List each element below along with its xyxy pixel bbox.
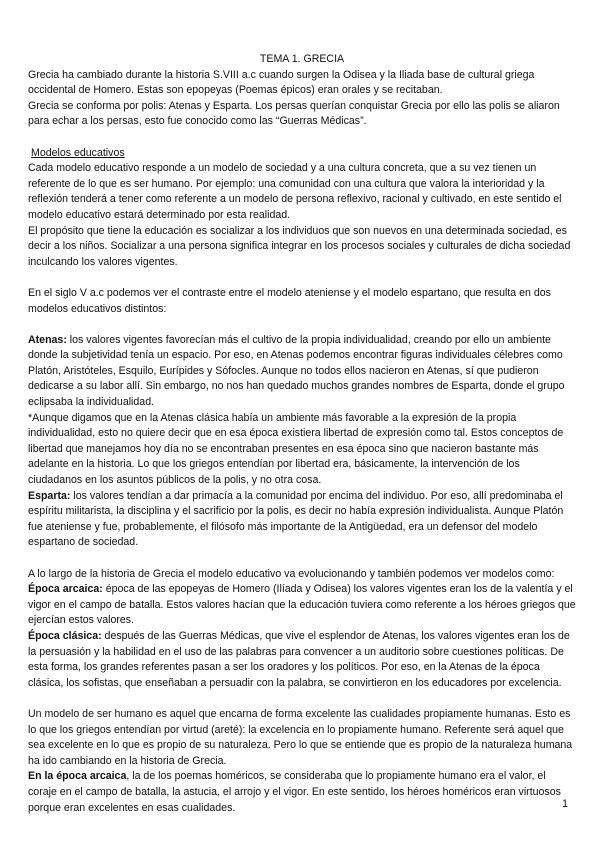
atenas-text: los valores vigentes favorecían más el cultivo de la propia individualidad, creando por ello un ambiente donde la subjetividad tenía un espacio. Por eso, en Atenas podemos encontrar figuras individuales célebres como Platón, Aristóteles, Esquilo, Eurípides y Sófocles. Aunque no todos ellos nacieron en Atenas, sí que pudieron dedicarse a su labor allí. Sin embargo, no nos han quedado muchos grandes nombres de Esparta, donde el grupo eclipsaba la individualidad. <box>28 333 565 409</box>
arcaica-virtue-paragraph <box>28 769 576 816</box>
arcaica-virtue-label: En la época arcaica <box>28 770 127 783</box>
arcaica-paragraph <box>28 582 576 629</box>
arcaica-virtue-text: , la de los poemas homéricos, se consideraba que lo propiamente humano era el valor, el coraje en el campo de batalla, la astucia, el arrojo y el vigor. En este sentido, los héroes homéricos eran virtuosos porque eran excelentes en esas cualidades. <box>28 770 561 814</box>
page-title: TEMA 1. GRECIA <box>259 53 345 65</box>
arcaica-label: Época arcaica: <box>28 583 103 596</box>
esparta-text: los valores tendían a dar primacía a la comunidad por encima del individuo. Por eso, allí predominaba el espíritu militarista, la disciplina y el sacrificio por la polis, es decir no había expresión individualista. Aunque Platón fue ateniense y fue, probablemente, el filósofo más importante de la Antigüedad, era un defensor del modelo espartano de sociedad. <box>28 489 564 549</box>
clasica-paragraph <box>28 629 576 691</box>
models-paragraph-2: El propósito que tiene la educación es socializar a los individuos que son nuevos en una determinada sociedad, es decir a los niños. Socializar a una persona significa integrar en los procesos sociales y culturales de dicha sociedad inculcando los valores vigentes. <box>28 224 571 268</box>
clasica-label: Época clásica: <box>28 629 102 642</box>
atenas-label: Atenas: <box>28 333 67 346</box>
clasica-text: después de las Guerras Médicas, que vive el esplendor de Atenas, los valores vigentes eran los de la persuasión y la habilidad en el uso de las palabras para convencer a un auditorio sobre cuestiones políticas. De esta forma, los grandes referentes pasan a ser los oradores y los políticos. Por eso, en la Atenas de la época clásica, los sofistas, que enseñaban a persuadir con la palabra, se convirtieron en los educadores por excelencia. <box>28 629 570 689</box>
intro-paragraph-1: Grecia ha cambiado durante la historia S.VIII a.c cuando surgen la Odisea y la Iliada base de cultural griega occidental de Homero. Estas son epopeyas (Poemas épicos) eran orales y se recitaban. <box>28 68 535 97</box>
atenas-paragraph <box>28 333 576 411</box>
intro-paragraph-2: Grecia se conforma por polis: Atenas y Esparta. Los persas querían conquistar Grecia por ello las polis se aliaron para echar a los persas, esto fue conocido como las “Guerras Médicas”. <box>28 99 560 128</box>
models-paragraph-1: Cada modelo educativo responde a un modelo de sociedad y a una cultura concreta, que a su vez tienen un referente de lo que es ser humano. Por ejemplo: una comunidad con una cultura que valora la interioridad y la reflexión tenderá a tener como referente a un modelo de persona reflexivo, racional y cultivado, en este sentido el modelo educativo estará determinado por esta realidad. <box>28 162 562 221</box>
document-body <box>28 52 576 816</box>
page-number: 1 <box>562 798 568 810</box>
section-heading: Modelos educativos <box>31 146 125 159</box>
atenas-note: *Aunque digamos que en la Atenas clásica había un ambiente más favorable a la expresión de la propia individualidad, esto no quiere decir que en esa época existiera libertad de expresión como tal. Estos conceptos de libertad que manejamos hoy día no se encontraban presentes en esa época sino que nacieron bastante más adelante en la historia. Lo que los griegos entendían por libertad era, básicamente, la intervención de los ciudadanos en los asuntos públicos de la polis, y no otra cosa. <box>28 411 564 487</box>
esparta-paragraph <box>28 489 576 551</box>
esparta-label: Esparta: <box>28 489 71 502</box>
evolution-paragraph: A lo largo de la historia de Grecia el modelo educativo va evolucionando y también podemos ver modelos como: <box>28 567 555 580</box>
virtue-paragraph: Un modelo de ser humano es aquel que encarna de forma excelente las cualidades propiamente humanas. Esto es lo que los griegos entendían por virtud (areté): la excelencia en lo propiamente humano. Referente será aquel que sea excelente en lo que es propio de su naturaleza. Pero lo que se entiende que es propio de la naturaleza humana ha ido cambiando en la historia de Grecia. <box>28 707 573 767</box>
contrast-paragraph: En el siglo V a.c podemos ver el contraste entre el modelo ateniense y el modelo espartano, que resulta en dos modelos educativos distintos: <box>28 286 551 315</box>
arcaica-text: época de las epopeyas de Homero (Ilíada y Odisea) los valores vigentes eran los de la valentía y el vigor en el campo de batalla. Estos valores hacían que la educación tuviera como referente a los héroes griegos que ejercían estos valores. <box>28 583 576 627</box>
